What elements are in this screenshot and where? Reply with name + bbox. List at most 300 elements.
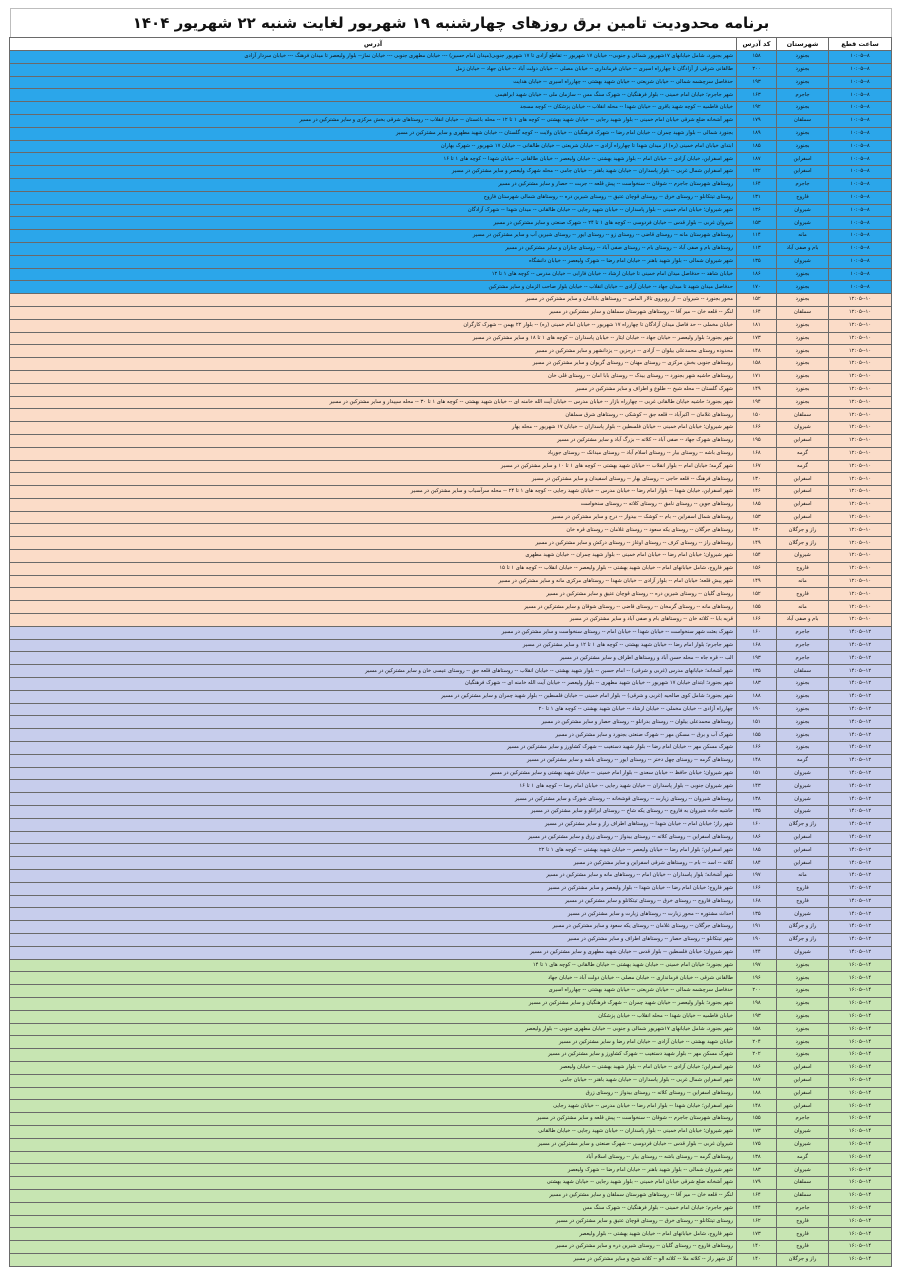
cell-address-code: ۱۸۷ — [737, 153, 777, 166]
cell-city: شیروان — [777, 422, 829, 435]
cell-address-code: ۱۶۸ — [737, 447, 777, 460]
cell-address-code: ۱۷۳ — [737, 1228, 777, 1241]
page-title: برنامه محدودیت تامین برق روزهای چهارشنبه ۱۹ شهریور لغایت شنبه ۲۲ شهریور ۱۴۰۴ — [10, 8, 892, 37]
cell-city: بجنورد — [777, 294, 829, 307]
cell-address: شهر جاجرم؛ خیابان امام خمینی -- بلوار فرهنگیان -- شهرک سنگ مس -- سازمان ملی -- خیابان شهید ابراهیمی — [10, 89, 737, 102]
table-row — [10, 1023, 892, 1036]
cell-city: اسفراین — [777, 153, 829, 166]
table-row — [10, 242, 892, 255]
table-row — [10, 447, 892, 460]
cell-address-code: ۱۱۴ — [737, 230, 777, 243]
cell-outage-time: ۱۰--۱۲:۰۵ — [829, 383, 892, 396]
cell-city: فاروج — [777, 191, 829, 204]
cell-address-code: ۱۶۴ — [737, 1189, 777, 1202]
cell-outage-time: ۱۰--۱۲:۰۵ — [829, 370, 892, 383]
cell-city: بجنورد — [777, 63, 829, 76]
cell-outage-time: ۱۴--۱۶:۰۵ — [829, 1125, 892, 1138]
cell-address: شهر شیروان؛ خیابان امام خمینی -- بلوار پاسداران -- خیابان شهید رجایی -- خیابان طالقانی — [10, 1125, 737, 1138]
cell-address: خیابان مخملی -- حد فاصل میدان آزادگان تا چهارراه ۱۷ شهریور -- خیابان امام خمینی (ره) -- بلوار ۲۲ بهمن -- شهرک کارگران — [10, 319, 737, 332]
cell-city: بجنورد — [777, 319, 829, 332]
cell-outage-time: ۱۲--۱۴:۰۵ — [829, 780, 892, 793]
cell-address: روستاهای محمدعلی بیلوان -- روستای بدرانلو -- روستای حصار و سایر مشترکین در مسیر — [10, 716, 737, 729]
cell-city: اسفراین — [777, 486, 829, 499]
table-body — [10, 51, 892, 1267]
cell-outage-time: ۱۲--۱۴:۰۵ — [829, 831, 892, 844]
cell-address-code: ۱۵۲ — [737, 294, 777, 307]
table-row — [10, 729, 892, 742]
table-row — [10, 191, 892, 204]
table-row — [10, 908, 892, 921]
cell-address-code: ۱۹۰ — [737, 703, 777, 716]
table-row — [10, 690, 892, 703]
table-row — [10, 703, 892, 716]
cell-address-code: ۱۸۱ — [737, 319, 777, 332]
cell-city: بام و صفی آباد — [777, 242, 829, 255]
cell-city: بجنورد — [777, 76, 829, 89]
cell-outage-time: ۱۰--۱۲:۰۵ — [829, 524, 892, 537]
cell-outage-time: ۱۲--۱۴:۰۵ — [829, 806, 892, 819]
cell-address-code: ۱۱۳ — [737, 242, 777, 255]
cell-city: بجنورد — [777, 370, 829, 383]
cell-address-code: ۱۴۸ — [737, 345, 777, 358]
cell-outage-time: ۱۰--۱۲:۰۵ — [829, 460, 892, 473]
cell-address: خیابان شاهد -- حدفاصل میدان امام خمینی تا خیابان ارشاد -- خیابان فارابی -- خیابان مدرس -- کوچه های ۱ تا ۱۲ — [10, 268, 737, 281]
table-row — [10, 281, 892, 294]
cell-address: شهر شیروان؛ خیابان امام رضا -- خیابان امام خمینی -- بلوار شهید چمران -- خیابان شهید مطهری — [10, 550, 737, 563]
cell-city: فاروج — [777, 882, 829, 895]
table-row — [10, 524, 892, 537]
cell-address: خیابان شهید بهشتی -- خیابان آزادی -- خیابان امام رضا و سایر مشترکین در مسیر — [10, 1036, 737, 1049]
cell-city: مانه — [777, 601, 829, 614]
schedule-sheet — [10, 8, 892, 1267]
cell-outage-time: ۱۴--۱۶:۰۵ — [829, 1241, 892, 1254]
cell-city: شیروان — [777, 946, 829, 959]
cell-address-code: ۱۴۹ — [737, 537, 777, 550]
table-row — [10, 997, 892, 1010]
cell-outage-time: ۸--۱۰:۰۵ — [829, 76, 892, 89]
cell-outage-time: ۸--۱۰:۰۵ — [829, 127, 892, 140]
cell-outage-time: ۱۲--۱۴:۰۵ — [829, 639, 892, 652]
cell-outage-time: ۱۰--۱۲:۰۵ — [829, 306, 892, 319]
cell-address: شهر آشخانه؛ بلوار پاسداران -- خیابان امام -- روستاهای مانه و سایر مشترکین در مسیر — [10, 870, 737, 883]
table-row — [10, 89, 892, 102]
column-header-time: ساعت قطع — [829, 38, 892, 51]
cell-address-code: ۱۸۷ — [737, 1074, 777, 1087]
table-row — [10, 409, 892, 422]
cell-city: بجنورد — [777, 1023, 829, 1036]
cell-address: شهر تیتکانلو -- روستای حصار -- روستاهای اطراف و سایر مشترکین در مسیر — [10, 933, 737, 946]
table-row — [10, 1087, 892, 1100]
table-row — [10, 550, 892, 563]
cell-city: بجنورد — [777, 972, 829, 985]
table-row — [10, 460, 892, 473]
column-header-city: شهرستان — [777, 38, 829, 51]
cell-address: شهر اسفراین؛ بلوار امام رضا -- خیابان ولیعصر -- خیابان شهید بهشتی -- کوچه های ۱ تا ۲۲ — [10, 844, 737, 857]
cell-city: اسفراین — [777, 1100, 829, 1113]
cell-address-code: ۱۴۴ — [737, 1202, 777, 1215]
cell-address-code: ۱۵۵ — [737, 601, 777, 614]
table-row — [10, 754, 892, 767]
cell-address: طالقانی شرقی -- خیابان فرمانداری -- خیابان مصلی -- خیابان دولت آباد -- خیابان جهاد — [10, 972, 737, 985]
table-row — [10, 806, 892, 819]
cell-address: شهر شیروان؛ خیابان امام خمینی -- بلوار پاسداران -- خیابان شهید رجایی -- خیابان طالقانی -- میدان شهدا -- شهرک آزادگان — [10, 204, 737, 217]
table-row — [10, 1113, 892, 1126]
cell-city: فاروج — [777, 1215, 829, 1228]
table-row — [10, 358, 892, 371]
cell-address: محور بجنورد -- شیروان -- از روبروی تالار الماس -- روستاهای باباامان و سایر مشترکین در مسیر — [10, 294, 737, 307]
cell-outage-time: ۱۴--۱۶:۰۵ — [829, 972, 892, 985]
cell-outage-time: ۸--۱۰:۰۵ — [829, 281, 892, 294]
cell-outage-time: ۱۲--۱۴:۰۵ — [829, 870, 892, 883]
table-row — [10, 230, 892, 243]
cell-city: شیروان — [777, 1164, 829, 1177]
cell-outage-time: ۱۰--۱۲:۰۵ — [829, 588, 892, 601]
table-row — [10, 1253, 892, 1266]
table-row — [10, 921, 892, 934]
cell-city: شیروان — [777, 204, 829, 217]
cell-address: روستای تیتکانلو -- روستای خرق -- روستای قوچان عتیق و سایر مشترکین در مسیر — [10, 1215, 737, 1228]
cell-outage-time: ۱۴--۱۶:۰۵ — [829, 1074, 892, 1087]
cell-city: اسفراین — [777, 1074, 829, 1087]
cell-address-code: ۱۹۳ — [737, 76, 777, 89]
cell-address: روستاهای شیروان -- روستای زیارت -- روستای قوشخانه -- روستای شورک و سایر مشترکین در مسیر — [10, 793, 737, 806]
cell-address-code: ۱۶۸ — [737, 639, 777, 652]
table-row — [10, 626, 892, 639]
cell-address-code: ۱۶۶ — [737, 422, 777, 435]
cell-address-code: ۱۳۰ — [737, 524, 777, 537]
cell-address: شهر آشخانه؛ خیابانهای مدرس (غربی و شرقی) -- امام حسین -- بلوار شهید بهشتی -- خیابان انقلاب -- روستاهای قلعه جق -- روستای عیسی خان و سایر مشترکین در مسیر — [10, 665, 737, 678]
cell-address: شهر اسفراین، خیابان شهدا -- بلوار امام رضا -- خیابان مدرس -- خیابان شهید رجایی -- کوچه های ۱ تا ۲۴ -- محله سرآسیاب و سایر مشترکین در مسیر — [10, 486, 737, 499]
cell-city: مانه — [777, 870, 829, 883]
cell-address: شهر شیروان؛ خیابان امام خمینی -- خیابان فلسطین -- بلوار پاسداران -- خیابان ۱۷ شهریور -- محله بهار — [10, 422, 737, 435]
cell-outage-time: ۱۰--۱۲:۰۵ — [829, 422, 892, 435]
cell-outage-time: ۱۰--۱۲:۰۵ — [829, 319, 892, 332]
cell-address: شهر بجنورد؛ شامل کوی صالحیه (غربی و شرقی) -- بلوار امام خمینی -- خیابان فلسطین -- بلوار شهید چمران و سایر مشترکین در مسیر — [10, 690, 737, 703]
cell-city: بجنورد — [777, 140, 829, 153]
cell-address: شهر جاجرم؛ خیابان امام خمینی -- بلوار فرهنگیان -- شهرک سنگ مس — [10, 1202, 737, 1215]
cell-address-code: ۱۶۴ — [737, 178, 777, 191]
table-row — [10, 345, 892, 358]
cell-outage-time: ۱۰--۱۲:۰۵ — [829, 601, 892, 614]
table-row — [10, 959, 892, 972]
cell-address: شهرک مسکن مهر -- بلوار شهید دستغیب -- شهرک کشاورز و سایر مشترکین در مسیر — [10, 1049, 737, 1062]
cell-address: شهر فاروج؛ خیابان امام رضا -- خیابان شهدا -- بلوار ولیعصر و سایر مشترکین در مسیر — [10, 882, 737, 895]
cell-address-code: ۱۳۶ — [737, 204, 777, 217]
cell-address-code: ۱۳۸ — [737, 793, 777, 806]
table-row — [10, 831, 892, 844]
cell-city: مانه — [777, 575, 829, 588]
cell-address-code: ۲۰۰ — [737, 63, 777, 76]
cell-outage-time: ۱۰--۱۲:۰۵ — [829, 345, 892, 358]
cell-address: شهر فاروج، شامل خیابانهای امام -- خیابان شهید بهشتی -- بلوار ولیعصر -- خیابان انقلاب -- کوچه های ۱ تا ۱۵ — [10, 562, 737, 575]
cell-outage-time: ۱۰--۱۲:۰۵ — [829, 447, 892, 460]
cell-city: بجنورد — [777, 985, 829, 998]
cell-city: جاجرم — [777, 178, 829, 191]
cell-city: گرمه — [777, 460, 829, 473]
cell-address-code: ۱۴۰ — [737, 1241, 777, 1254]
table-row — [10, 268, 892, 281]
table-row — [10, 63, 892, 76]
cell-outage-time: ۱۴--۱۶:۰۵ — [829, 1010, 892, 1023]
cell-address-code: ۱۴۴ — [737, 946, 777, 959]
cell-outage-time: ۱۰--۱۲:۰۵ — [829, 498, 892, 511]
table-row — [10, 716, 892, 729]
cell-outage-time: ۸--۱۰:۰۵ — [829, 268, 892, 281]
table-row — [10, 511, 892, 524]
table-row — [10, 844, 892, 857]
cell-address-code: ۱۶۰ — [737, 818, 777, 831]
cell-address: شهر شیروان؛ خیابان فلسطین -- بلوار قدس -- خیابان شهید مطهری و سایر مشترکین در مسیر — [10, 946, 737, 959]
cell-address: احداث مشتوره -- محور زیارت -- روستاهای زیارت و سایر مشترکین در مسیر — [10, 908, 737, 921]
cell-address-code: ۱۴۸ — [737, 754, 777, 767]
cell-address-code: ۱۶۲ — [737, 1215, 777, 1228]
cell-address: روستاهای حاشیه شهر بجنورد -- روستای بیدک -- روستای بابا امان -- روستای قلی خان — [10, 370, 737, 383]
cell-outage-time: ۱۲--۱۴:۰۵ — [829, 754, 892, 767]
cell-city: اسفراین — [777, 1087, 829, 1100]
cell-address: روستاهای شهرک جهاد -- صفی آباد -- کلاته -- بزرگ آباد و سایر مشترکین در مسیر — [10, 434, 737, 447]
cell-address-code: ۱۴۰ — [737, 1253, 777, 1266]
table-row — [10, 678, 892, 691]
cell-address: روستای تیتکانلو -- روستای خرق -- روستای قوچان عتیق -- روستای شیرین دره -- روستاهای شمالی شهرستان فاروج — [10, 191, 737, 204]
cell-outage-time: ۱۲--۱۴:۰۵ — [829, 921, 892, 934]
cell-address: روستاهای گرمه -- روستای چهل دختر -- روستای ایور -- روستای باشه و سایر مشترکین در مسیر — [10, 754, 737, 767]
cell-outage-time: ۱۰--۱۲:۰۵ — [829, 550, 892, 563]
cell-outage-time: ۱۲--۱۴:۰۵ — [829, 716, 892, 729]
cell-city: گرمه — [777, 754, 829, 767]
cell-city: شیروان — [777, 550, 829, 563]
cell-address: ابتدای خیابان امام خمینی (ره) از میدان شهدا تا چهارراه آزادی -- خیابان شریعتی -- خیابان طالقانی -- خیابان ۱۷ شهریور -- شهرک بهاران — [10, 140, 737, 153]
cell-city: جاجرم — [777, 89, 829, 102]
cell-outage-time: ۸--۱۰:۰۵ — [829, 217, 892, 230]
cell-address: طالقانی شرقی از آزادگان تا چهارراه اسیری -- خیابان فرمانداری -- خیابان مصلی -- خیابان دولت آباد -- خیابان جهاد -- خیابان زمل — [10, 63, 737, 76]
cell-city: جاجرم — [777, 1202, 829, 1215]
cell-city: مانه — [777, 230, 829, 243]
cell-city: سملقان — [777, 114, 829, 127]
table-row — [10, 742, 892, 755]
cell-address-code: ۱۳۵ — [737, 665, 777, 678]
cell-address-code: ۱۵۰ — [737, 409, 777, 422]
table-row — [10, 1100, 892, 1113]
cell-city: بجنورد — [777, 383, 829, 396]
table-row — [10, 818, 892, 831]
cell-address-code: ۱۴۶ — [737, 486, 777, 499]
cell-address-code: ۱۹۱ — [737, 921, 777, 934]
cell-address-code: ۱۵۳ — [737, 217, 777, 230]
cell-outage-time: ۱۲--۱۴:۰۵ — [829, 882, 892, 895]
cell-city: بجنورد — [777, 997, 829, 1010]
cell-outage-time: ۱۰--۱۲:۰۵ — [829, 358, 892, 371]
cell-address-code: ۱۵۱ — [737, 716, 777, 729]
cell-address-code: ۱۵۵ — [737, 1113, 777, 1126]
cell-outage-time: ۱۰--۱۲:۰۵ — [829, 473, 892, 486]
cell-outage-time: ۱۰--۱۲:۰۵ — [829, 332, 892, 345]
table-row — [10, 972, 892, 985]
table-row — [10, 537, 892, 550]
cell-outage-time: ۱۰--۱۲:۰۵ — [829, 486, 892, 499]
table-row — [10, 306, 892, 319]
table-row — [10, 498, 892, 511]
cell-outage-time: ۸--۱۰:۰۵ — [829, 102, 892, 115]
cell-address-code: ۱۷۳ — [737, 332, 777, 345]
cell-outage-time: ۱۴--۱۶:۰۵ — [829, 1036, 892, 1049]
table-row — [10, 51, 892, 64]
cell-outage-time: ۱۰--۱۲:۰۵ — [829, 409, 892, 422]
cell-city: سملقان — [777, 1177, 829, 1190]
cell-address: لنگر -- قلعه خان -- میر آقا -- روستاهای شهرستان سملقان و سایر مشترکین در مسیر — [10, 1189, 737, 1202]
cell-outage-time: ۸--۱۰:۰۵ — [829, 255, 892, 268]
cell-address: شهر اسفراین شمال غربی -- بلوار پاسداران -- خیابان شهید باهنر -- خیابان جامی -- محله شهرک ولیعصر و سایر مشترکین در مسیر — [10, 166, 737, 179]
cell-address-code: ۱۵۳ — [737, 511, 777, 524]
table-row — [10, 114, 892, 127]
cell-city: سملقان — [777, 665, 829, 678]
cell-address: روستای گلیان -- روستای شیرین دره -- روستای قوچان عتیق و سایر مشترکین در مسیر — [10, 588, 737, 601]
cell-city: فاروج — [777, 895, 829, 908]
cell-address-code: ۱۵۱ — [737, 767, 777, 780]
cell-outage-time: ۱۴--۱۶:۰۵ — [829, 1023, 892, 1036]
cell-address-code: ۱۵۸ — [737, 358, 777, 371]
table-row — [10, 1036, 892, 1049]
cell-city: بام و صفی آباد — [777, 614, 829, 627]
cell-address-code: ۱۸۶ — [737, 1061, 777, 1074]
table-row — [10, 639, 892, 652]
table-row — [10, 332, 892, 345]
cell-outage-time: ۱۴--۱۶:۰۵ — [829, 1151, 892, 1164]
cell-outage-time: ۱۴--۱۶:۰۵ — [829, 1253, 892, 1266]
table-row — [10, 255, 892, 268]
table-row — [10, 793, 892, 806]
cell-city: بجنورد — [777, 345, 829, 358]
cell-outage-time: ۱۴--۱۶:۰۵ — [829, 997, 892, 1010]
cell-address: شهرک گلستان -- محله شیخ -- طلوع و اطراف و سایر مشترکین در مسیر — [10, 383, 737, 396]
cell-address: روستاهای جنوبی بخش مرکزی -- روستای مهنان -- روستای گریوان و سایر مشترکین در مسیر — [10, 358, 737, 371]
cell-city: جاجرم — [777, 639, 829, 652]
cell-city: بجنورد — [777, 127, 829, 140]
cell-address: شهر بجنورد؛ بلوار ولیعصر -- خیابان شهید چمران -- شهرک فرهنگیان و سایر مشترکین در مسیر — [10, 997, 737, 1010]
cell-address: شهر اسفراین؛ خیابان آزادی -- خیابان امام -- بلوار شهید بهشتی -- خیابان ولیعصر — [10, 1061, 737, 1074]
cell-outage-time: ۱۴--۱۶:۰۵ — [829, 1061, 892, 1074]
cell-city: اسفراین — [777, 831, 829, 844]
cell-address: شهر بجنورد، شامل خیابانهای ۱۷شهریور شمالی و جنوبی -- خیابان مطهری جنوبی -- بلوار ولیعصر — [10, 1023, 737, 1036]
cell-address: حاشیه جاده شیروان به فاروج -- روستای یکه شاخ -- روستای ایرانلو و سایر مشترکین در مسیر — [10, 806, 737, 819]
cell-address: روستاهای مانه -- روستای گرمخان -- روستای قاضی -- روستای شوقان و سایر مشترکین در مسیر — [10, 601, 737, 614]
cell-city: اسفراین — [777, 844, 829, 857]
cell-outage-time: ۸--۱۰:۰۵ — [829, 63, 892, 76]
cell-address-code: ۱۷۹ — [737, 1177, 777, 1190]
cell-address: شهر راز؛ خیابان امام -- خیابان شهدا -- روستاهای اطراف راز و سایر مشترکین در مسیر — [10, 818, 737, 831]
cell-outage-time: ۸--۱۰:۰۵ — [829, 166, 892, 179]
cell-address: روستاهای اسفراین -- روستای کلاته -- روستای بیدواز -- روستای زرق و سایر مشترکین در مسیر — [10, 831, 737, 844]
cell-address: روستاهای شمال اسفراین -- بام -- کوشک -- بیدواز -- درح و سایر مشترکین در مسیر — [10, 511, 737, 524]
cell-address: روستای باشه -- روستای بیار -- روستای اسلام آباد -- روستای میدانک -- روستای جورباد — [10, 447, 737, 460]
cell-address-code: ۱۷۵ — [737, 1138, 777, 1151]
cell-address: شهر فاروج، شامل خیابانهای امام -- خیابان شهید بهشتی -- بلوار ولیعصر — [10, 1228, 737, 1241]
cell-outage-time: ۱۰--۱۲:۰۵ — [829, 575, 892, 588]
cell-address-code: ۱۳۱ — [737, 191, 777, 204]
cell-address: روستاهای غلامان -- اکبرآباد -- قلعه جق -- کوشکی -- روستاهای شرق سملقان — [10, 409, 737, 422]
cell-city: شیروان — [777, 1138, 829, 1151]
cell-address: شهر آشخانه ضلع شرقی خیابان امام خمینی -- بلوار شهید رجایی -- خیابان شهید بهشتی -- کوچه های ۱ تا ۱۲ -- محله باغستان -- خیابان انقلاب -- روستاهای شرقی بخش مرکزی و سایر مشترکین در مسیر — [10, 114, 737, 127]
cell-outage-time: ۱۲--۱۴:۰۵ — [829, 626, 892, 639]
table-row — [10, 1202, 892, 1215]
cell-outage-time: ۱۴--۱۶:۰۵ — [829, 1087, 892, 1100]
table-row — [10, 166, 892, 179]
table-row — [10, 946, 892, 959]
cell-outage-time: ۱۴--۱۶:۰۵ — [829, 1049, 892, 1062]
cell-outage-time: ۱۰--۱۲:۰۵ — [829, 396, 892, 409]
cell-address: شیروان غربی -- بلوار قدس -- خیابان فردوسی -- شهرک صنعتی و سایر مشترکین در مسیر — [10, 1138, 737, 1151]
cell-address: شهر پیش قلعه؛ خیابان امام -- بلوار آزادی -- خیابان شهدا -- روستاهای مرکزی مانه و سایر مشترکین در مسیر — [10, 575, 737, 588]
table-row — [10, 614, 892, 627]
cell-address-code: ۱۵۲ — [737, 588, 777, 601]
cell-address-code: ۱۹۶ — [737, 972, 777, 985]
cell-city: بجنورد — [777, 742, 829, 755]
cell-city: فاروج — [777, 562, 829, 575]
cell-address-code: ۱۹۰ — [737, 933, 777, 946]
cell-address: روستاهای جوین -- روستای نامق -- روستای کلاته -- روستای سنخواست — [10, 498, 737, 511]
cell-address: شهر شیروان؛ خیابان حافظ -- خیابان سعدی -- بلوار امام خمینی -- خیابان شهید بهشتی و سایر مشترکین در مسیر — [10, 767, 737, 780]
cell-address: کل شهر راز -- کلاته ملا -- کلاته الو -- کلاته شیخ و سایر مشترکین در مسیر — [10, 1253, 737, 1266]
cell-outage-time: ۱۴--۱۶:۰۵ — [829, 1100, 892, 1113]
table-row — [10, 562, 892, 575]
cell-city: اسفراین — [777, 1061, 829, 1074]
cell-address: شهرک بعثت شهر سنخواست -- خیابان شهدا -- خیابان امام -- روستای سنخواست و سایر مشترکین در مسیر — [10, 626, 737, 639]
cell-address-code: ۱۸۳ — [737, 1164, 777, 1177]
cell-outage-time: ۱۲--۱۴:۰۵ — [829, 665, 892, 678]
cell-outage-time: ۱۴--۱۶:۰۵ — [829, 1164, 892, 1177]
table-row — [10, 1125, 892, 1138]
table-row — [10, 422, 892, 435]
cell-city: گرمه — [777, 447, 829, 460]
cell-address-code: ۱۶۶ — [737, 742, 777, 755]
cell-address-code: ۱۶۳ — [737, 89, 777, 102]
cell-city: بجنورد — [777, 678, 829, 691]
table-row — [10, 1151, 892, 1164]
cell-address-code: ۱۳۵ — [737, 908, 777, 921]
cell-outage-time: ۱۲--۱۴:۰۵ — [829, 703, 892, 716]
cell-city: بجنورد — [777, 1036, 829, 1049]
cell-address: شهر شیروان جنوبی -- بلوار پاسداران -- خیابان شهید رجایی -- خیابان امام رضا -- کوچه های ۱ تا ۱۶ — [10, 780, 737, 793]
cell-outage-time: ۱۴--۱۶:۰۵ — [829, 1189, 892, 1202]
cell-city: راز و جرگلان — [777, 933, 829, 946]
cell-address-code: ۱۹۳ — [737, 1010, 777, 1023]
table-row — [10, 1010, 892, 1023]
cell-address: روستاهای جرگلان -- روستای یکه سعود -- روستای غلامان -- روستای قره خان — [10, 524, 737, 537]
cell-city: شیروان — [777, 1125, 829, 1138]
table-row — [10, 652, 892, 665]
column-header-code: کد آدرس — [737, 38, 777, 51]
cell-outage-time: ۸--۱۰:۰۵ — [829, 230, 892, 243]
cell-address-code: ۱۶۷ — [737, 460, 777, 473]
table-row — [10, 217, 892, 230]
cell-address: شهر جاجرم؛ بلوار امام رضا -- خیابان شهید بهشتی -- کوچه های ۱ تا ۱۲ و سایر مشترکین در مسیر — [10, 639, 737, 652]
cell-address-code: ۱۸۸ — [737, 690, 777, 703]
cell-city: اسفراین — [777, 857, 829, 870]
cell-address: شهرک مسکن مهر -- خیابان امام رضا -- بلوار شهید دستغیب -- شهرک کشاورز و سایر مشترکین در مسیر — [10, 742, 737, 755]
cell-city: جاجرم — [777, 1113, 829, 1126]
table-row — [10, 76, 892, 89]
cell-address: روستاهای جرگلان -- روستای غلامان -- روستای یکه سعود و سایر مشترکین در مسیر — [10, 921, 737, 934]
cell-outage-time: ۸--۱۰:۰۵ — [829, 204, 892, 217]
table-row — [10, 1241, 892, 1254]
cell-address: شهر گرمه؛ خیابان امام -- بلوار انقلاب -- خیابان شهید بهشتی -- کوچه های ۱ تا ۱۰ و سایر مشترکین در مسیر — [10, 460, 737, 473]
cell-address: قریه بابا -- کلاته خان -- روستاهای بام و صفی آباد و سایر مشترکین در مسیر — [10, 614, 737, 627]
cell-address-code: ۲۰۲ — [737, 1049, 777, 1062]
cell-address: حدفاصل میدان شهید تا میدان جهاد -- خیابان آزادی -- خیابان انقلاب -- خیابان بلوار صاحب الزمان و سایر مشترکین — [10, 281, 737, 294]
cell-address: شهر اسفراین؛ خیابان شهدا -- بلوار امام رضا -- خیابان مدرس -- خیابان شهید رجایی — [10, 1100, 737, 1113]
cell-outage-time: ۱۲--۱۴:۰۵ — [829, 908, 892, 921]
cell-city: بجنورد — [777, 1049, 829, 1062]
cell-address-code: ۱۸۶ — [737, 831, 777, 844]
